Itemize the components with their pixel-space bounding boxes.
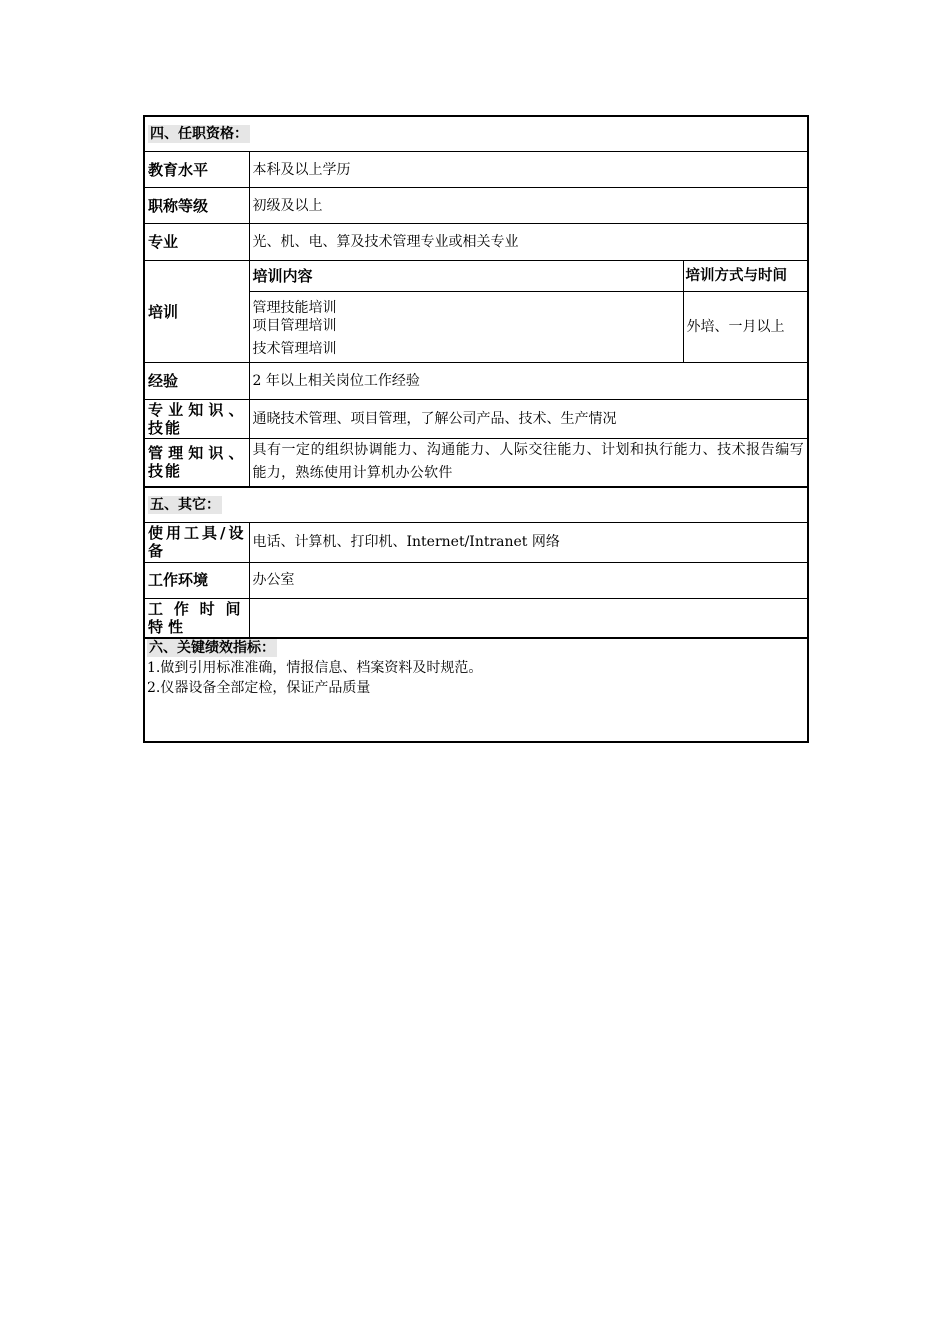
row-education: [144, 152, 808, 188]
section-header-other: [144, 487, 808, 523]
environment-value: 办公室: [249, 562, 808, 598]
tools-value: 电话、计算机、打印机、Internet/Intranet 网络: [249, 522, 808, 562]
experience-value: 2 年以上相关岗位工作经验: [249, 363, 808, 400]
qualifications-table: [143, 115, 809, 743]
education-value: 本科及以上学历: [249, 152, 808, 188]
major-value: 光、机、电、算及技术管理专业或相关专业: [249, 224, 808, 261]
row-management-skills: [144, 439, 808, 487]
training-item: 项目管理培训: [252, 318, 337, 334]
kpi-item: 2.仪器设备全部定检，保证产品质量: [147, 680, 371, 696]
major-label: 专业: [144, 224, 249, 261]
title-level-label: 职称等级: [144, 188, 249, 224]
row-kpi: [144, 638, 808, 742]
row-worktime: [144, 598, 808, 638]
row-tools: [144, 522, 808, 562]
kpi-item: 1.做到引用标准准确，情报信息、档案资料及时规范。: [147, 660, 483, 676]
section-title: 五、其它：: [150, 496, 220, 513]
worktime-value: [249, 598, 808, 638]
job-description-document: [143, 115, 807, 743]
row-major: [144, 224, 808, 261]
row-training-header: [144, 261, 808, 292]
section-title: 四、任职资格：: [150, 126, 248, 142]
row-environment: [144, 562, 808, 598]
management-skills-label: 管理知识、技能: [144, 439, 249, 487]
management-skills-value: 具有一定的组织协调能力、沟通能力、人际交往能力、计划和执行能力、技术报告编写能力，熟练使用计算机办公软件: [249, 439, 808, 487]
training-label: 培训: [144, 261, 249, 363]
section-header-qualifications: [144, 116, 808, 152]
experience-label: 经验: [144, 363, 249, 400]
training-method-value: 外培、一月以上: [683, 292, 808, 363]
worktime-label: 工作时间特性: [144, 598, 249, 638]
kpi-cell: [144, 638, 808, 742]
row-professional-skills: [144, 400, 808, 439]
training-item: 管理技能培训: [252, 300, 337, 316]
tools-label: 使用工具/设备: [144, 522, 249, 562]
training-items: [249, 292, 683, 363]
row-experience: [144, 363, 808, 400]
row-title-level: [144, 188, 808, 224]
education-label: 教育水平: [144, 152, 249, 188]
section-title: 六、关键绩效指标：: [149, 640, 275, 656]
training-item: 技术管理培训: [252, 341, 337, 357]
environment-label: 工作环境: [144, 562, 249, 598]
professional-skills-value: 通晓技术管理、项目管理，了解公司产品、技术、生产情况: [249, 400, 808, 439]
training-method-header: 培训方式与时间: [683, 261, 808, 292]
professional-skills-label: 专业知识、技能: [144, 400, 249, 439]
training-content-header: 培训内容: [249, 261, 683, 292]
title-level-value: 初级及以上: [249, 188, 808, 224]
